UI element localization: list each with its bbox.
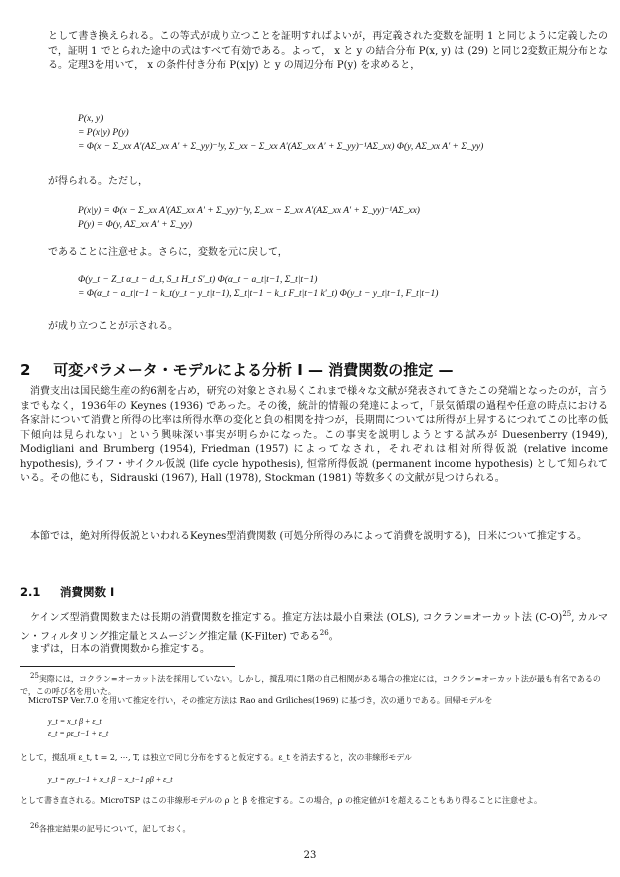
section-number: 2 (20, 361, 31, 379)
equation-joint-distribution (78, 112, 483, 154)
equation-line: P(y) = Φ(y, AΣ_xx A′ + Σ_yy) (78, 220, 193, 230)
intro-paragraph-1: として書き換えられる。この等式が成り立つことを証明すればよいが，再定義された変数を証明 1 と同じように定義したので，証明 1 でとられた途中の式はすべて有効である。よって， x と y の結合分布 P(x, y) は (29) と同じ2変数正規分布となる。定理3を用いて， x の条件付き分布 P(x|y) と y の周辺分布 P(y) を求めると， (48, 31, 608, 71)
equation-line: = P(x|y) P(y) (78, 128, 129, 138)
section-2-heading (20, 359, 454, 380)
section-2-1-paragraph-1 (20, 607, 608, 645)
footnote-ref: 26 (319, 628, 329, 637)
intro-paragraph-3: であることに注意せよ。さらに，変数を元に戻して， (48, 247, 288, 258)
footnote-25 (20, 670, 608, 698)
section-title: 可変パラメータ・モデルによる分析 I — 消費関数の推定 — (53, 361, 454, 379)
subsection-title: 消費関数 I (60, 585, 115, 599)
intro-paragraph-4: が成り立つことが示される。 (48, 321, 178, 332)
equation-conditional (78, 204, 420, 232)
equation-line: ε_t = ρε_t−1 + ε_t (48, 729, 109, 738)
equation-kalman (78, 273, 438, 301)
equation-line: y_t = x_t β + ε_t (48, 717, 102, 726)
footnote-mark: 25 (30, 672, 39, 680)
footnote-26 (20, 820, 608, 836)
section-2-paragraph-1: 消費支出は国民総生産の約6割を占め，研究の対象とされ易くこれまで様々な文献が発表されてきたこの発端となったのが，言うまでもなく，1936年の Keynes (1936) であった。その後，統計的情報の発達によって，「景気循環の過程や任意の時点における各家計について消費と所得の比率は所得水準の変化と負の相関を持つが，長期間については所得が上昇するにつれてこの比率の低下傾向は見られない」という興味深い事実が明らかになった。この事実を説明しようとする試みが Duesenberry (1949), Modigliani and Brumberg (1954), Friedman (1957) によってなされ，それぞれは相対所得仮説 (relative income hypothesis), ライフ・サイクル仮説 (life cycle hypothesis), 恒常所得仮説 (permanent income hypothesis) として知られている。その他にも，Sidrauski (1967), Hall (1978), Stockman (1981) 等数多くの文献が見つけられる。 (20, 386, 608, 484)
equation-line: P(x, y) (78, 114, 104, 124)
footnote-text: 各推定結果の記号について，記しておく。 (38, 824, 191, 834)
footnote-ref: 25 (562, 610, 572, 618)
footnote-mark: 26 (30, 822, 39, 830)
footnote-equation-1 (48, 716, 108, 740)
footnote-25-line-4: として書き直される。MicroTSP はこの非線形モデルの ρ と β を推定する。この場合，ρ の推定値が1を超えることもあり得ることに注意せよ。 (20, 796, 543, 805)
footnote-text: 実際には，コクラン=オーカット法を採用していない。しかし，撹乱項に1階の自己相関がある場合の推定には，コクラン=オーカット法が最も有名であるので，この呼び名を用いた。 (20, 674, 601, 696)
text-span: 。 (328, 631, 339, 643)
text-span: ケインズ型消費関数または長期の消費関数を推定する。推定方法は最小自乗法 (OLS), コクラン=オーカット法 (C-O) (30, 612, 563, 624)
footnote-equation-2: y_t = ρy_t−1 + x_t β − x_t−1 ρβ + ε_t (48, 775, 173, 784)
page-number: 23 (303, 850, 317, 861)
equation-line: = Φ(x − Σ_xx A′(AΣ_xx A′ + Σ_yy)⁻¹y, Σ_xx − Σ_xx A′(AΣ_xx A′ + Σ_yy)⁻¹AΣ_xx) Φ(y, AΣ_xx A′ + Σ_yy) (78, 142, 484, 152)
subsection-number: 2.1 (20, 585, 41, 599)
intro-paragraph-2: が得られる。ただし， (48, 176, 148, 187)
section-2-1-heading (20, 584, 114, 600)
footnote-rule (20, 666, 235, 667)
text-span: , カルマン・フィルタリング推定量とスムージング推定量 (K-Filter) である (20, 612, 608, 643)
equation-line: = Φ(α_t − a_t|t−1 − k_t(y_t − y_t|t−1), Σ_t|t−1 − k_t F_t|t−1 k′_t) Φ(y_t − y_t|t−1, F_t|t−1) (78, 289, 439, 299)
equation-line: Φ(y_t − Z_t α_t − d_t, S_t H_t S′_t) Φ(α_t − a_t|t−1, Σ_t|t−1) (78, 275, 318, 285)
footnote-25-line-2: MicroTSP Ver.7.0 を用いて推定を行い，その推定方法は Rao and Griliches(1969) に基づき，次の通りである。回帰モデルを (28, 696, 493, 705)
equation-line: P(x|y) = Φ(x − Σ_xx A′(AΣ_xx A′ + Σ_yy)⁻¹y, Σ_xx − Σ_xx A′(AΣ_xx A′ + Σ_yy)⁻¹AΣ_xx) (78, 206, 420, 216)
section-2-1-paragraph-2: まずは，日本の消費関数から推定する。 (30, 644, 210, 655)
footnote-25-line-3: として，撹乱項 ε_t, t = 2, ⋯, T, は独立で同じ分布をすると仮定する。ε_t を消去すると，次の非線形モデル (20, 753, 412, 762)
section-2-paragraph-2: 本節では，絶対所得仮説といわれるKeynes型消費関数 (可処分所得のみによって消費を説明する)，日米について推定する。 (30, 531, 588, 542)
